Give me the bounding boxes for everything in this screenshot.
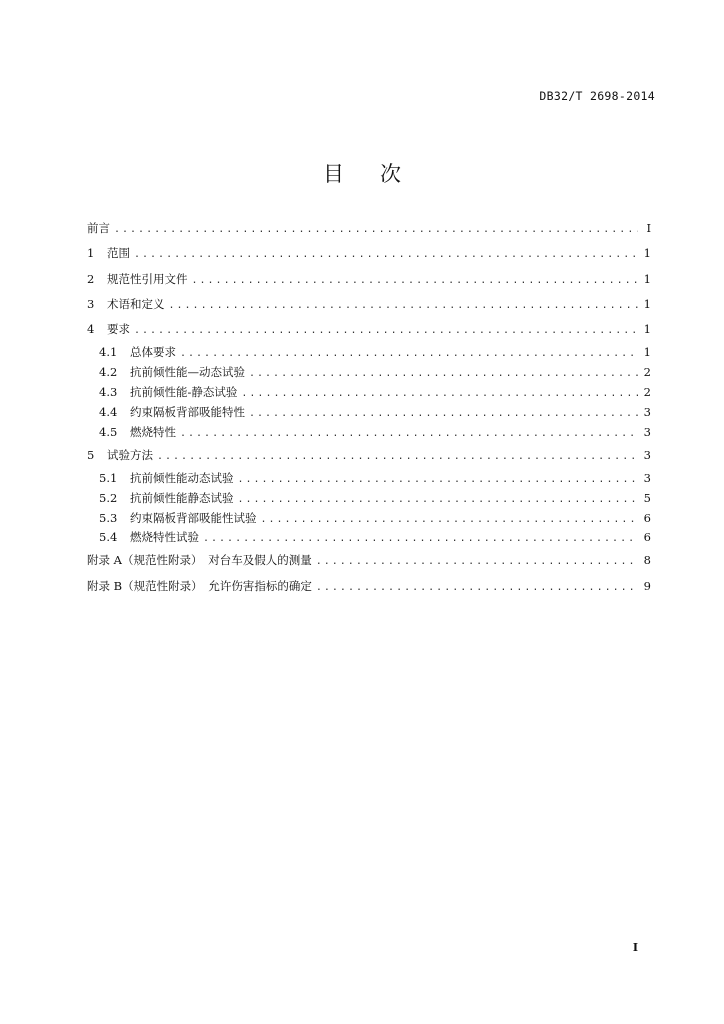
- toc-entry-number: 4.5: [99, 424, 118, 439]
- toc-entry-label: 抗前倾性能-静态试验: [130, 385, 238, 400]
- toc-entry-label: 前言: [87, 221, 110, 235]
- toc-entry[interactable]: [87, 364, 651, 380]
- toc-entry-number: 1: [87, 246, 95, 261]
- toc-entry-label: 规范性引用文件: [107, 271, 188, 286]
- dot-leader: [169, 296, 639, 316]
- toc-entry-page: 6: [643, 530, 651, 545]
- toc-entry-number: 4.4: [99, 404, 118, 419]
- toc-entry-page: 5: [643, 490, 651, 505]
- dot-leader: [114, 220, 638, 240]
- toc-entry[interactable]: [87, 529, 651, 545]
- document-code: DB32/T 2698-2014: [539, 89, 655, 103]
- toc-entry-page: 1: [643, 271, 651, 286]
- toc-entry-label: 约束隔板背部吸能特性: [130, 404, 245, 419]
- table-of-contents: [87, 218, 651, 601]
- toc-entry-page: 6: [643, 510, 651, 525]
- toc-entry-page: 1: [643, 246, 651, 261]
- dot-leader: [180, 426, 638, 442]
- dot-leader: [157, 447, 638, 467]
- toc-entry-label: 术语和定义: [107, 296, 165, 311]
- toc-entry[interactable]: [87, 550, 651, 570]
- toc-entry-page: 3: [643, 447, 651, 462]
- page-number: I: [632, 941, 638, 954]
- toc-entry-page: 1: [643, 322, 651, 337]
- toc-entry-label: 试验方法: [107, 447, 153, 462]
- toc-entry-label: 约束隔板背部吸能性试验: [130, 510, 257, 525]
- toc-entry[interactable]: [87, 243, 651, 263]
- dot-leader: [180, 346, 638, 362]
- toc-entry[interactable]: [87, 319, 651, 339]
- toc-entry-number: 5.2: [99, 490, 118, 505]
- dot-leader: [134, 245, 638, 265]
- toc-entry[interactable]: [87, 218, 651, 238]
- toc-entry-page: 3: [643, 470, 651, 485]
- dot-leader: [238, 472, 639, 488]
- toc-entry-label: 附录 A（规范性附录） 对台车及假人的测量: [87, 553, 312, 568]
- toc-entry[interactable]: [87, 490, 651, 506]
- dot-leader: [238, 492, 639, 508]
- toc-entry-label: 总体要求: [130, 345, 176, 360]
- toc-entry-label: 附录 B（规范性附录） 允许伤害指标的确定: [87, 578, 312, 593]
- toc-entry[interactable]: [87, 510, 651, 526]
- toc-entry-number: 5.4: [99, 530, 118, 545]
- toc-entry-number: 2: [87, 271, 95, 286]
- toc-entry-page: 1: [643, 345, 651, 360]
- toc-entry-label: 范围: [107, 246, 130, 261]
- toc-entry-number: 5.1: [99, 470, 118, 485]
- dot-leader: [249, 406, 638, 422]
- dot-leader: [203, 531, 638, 547]
- toc-entry[interactable]: [87, 344, 651, 360]
- toc-title: 目次: [323, 162, 437, 186]
- toc-entry[interactable]: [87, 445, 651, 465]
- dot-leader: [316, 552, 638, 572]
- toc-entry-page: 3: [643, 404, 651, 419]
- toc-entry[interactable]: [87, 404, 651, 420]
- toc-entry-label: 要求: [107, 322, 130, 337]
- dot-leader: [241, 386, 638, 402]
- toc-entry[interactable]: [87, 384, 651, 400]
- toc-entry-label: 抗前倾性能—动态试验: [130, 365, 245, 380]
- toc-entry-number: 4.3: [99, 385, 118, 400]
- toc-entry-page: 2: [643, 385, 651, 400]
- dot-leader: [261, 512, 639, 528]
- dot-leader: [316, 578, 638, 598]
- dot-leader: [249, 366, 638, 382]
- toc-entry-page: 8: [643, 553, 651, 568]
- toc-entry-label: 抗前倾性能动态试验: [130, 470, 234, 485]
- toc-entry-label: 燃烧特性试验: [130, 530, 199, 545]
- toc-entry-label: 燃烧特性: [130, 424, 176, 439]
- toc-entry[interactable]: [87, 576, 651, 596]
- toc-entry-number: 4.1: [99, 345, 118, 360]
- toc-entry-number: 3: [87, 296, 95, 311]
- toc-entry[interactable]: [87, 294, 651, 314]
- dot-leader: [134, 321, 638, 341]
- toc-entry-page: 3: [643, 424, 651, 439]
- toc-entry[interactable]: [87, 470, 651, 486]
- toc-entry-page: 1: [643, 296, 651, 311]
- toc-entry[interactable]: [87, 424, 651, 440]
- toc-entry-page: 2: [643, 365, 651, 380]
- toc-entry-number: 4.2: [99, 365, 118, 380]
- toc-entry-number: 5.3: [99, 510, 118, 525]
- toc-entry-number: 5: [87, 447, 95, 462]
- toc-entry-page: I: [646, 221, 651, 235]
- toc-entry-label: 抗前倾性能静态试验: [130, 490, 234, 505]
- dot-leader: [192, 271, 639, 291]
- toc-entry-page: 9: [643, 578, 651, 593]
- toc-entry-number: 4: [87, 322, 95, 337]
- toc-entry[interactable]: [87, 269, 651, 289]
